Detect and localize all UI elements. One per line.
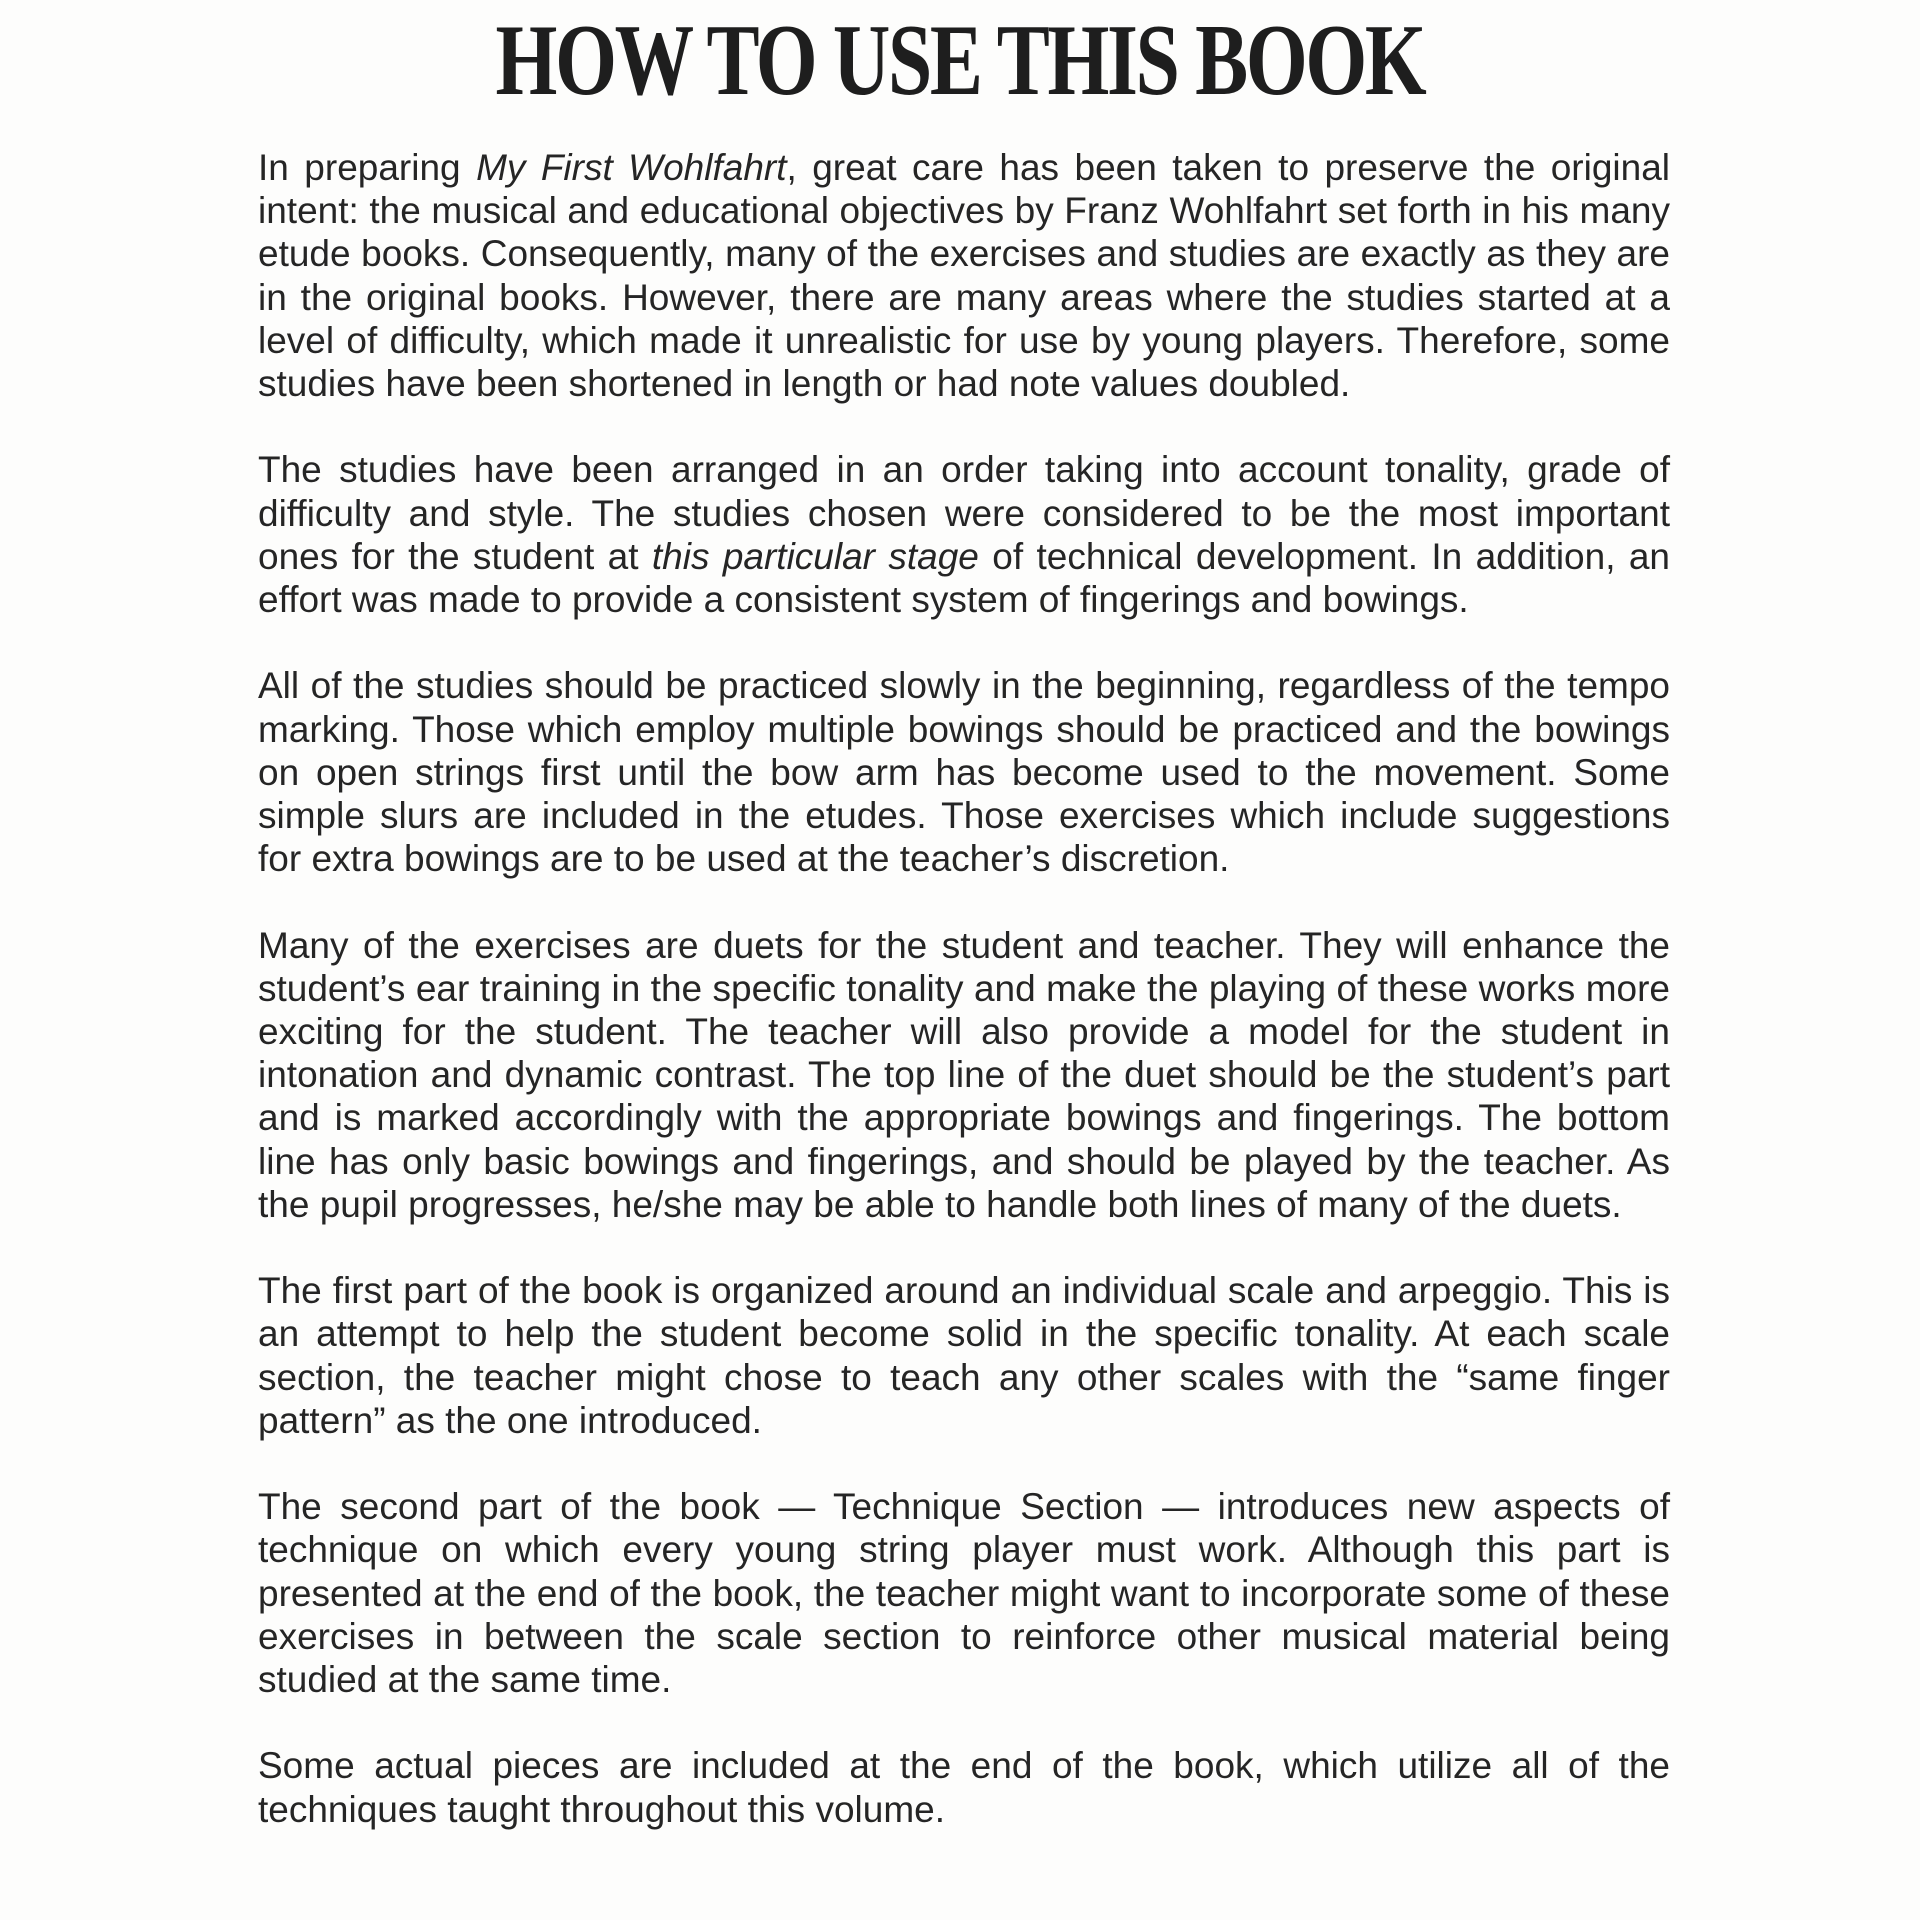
paragraph-practice	[258, 664, 1670, 880]
paragraph-second-part	[258, 1485, 1670, 1701]
paragraph-intro	[258, 146, 1670, 405]
text-run: The second part of the book — Technique Section — introduces new aspects of technique on which every young string player must work. Although this part is presented at the end of the book, the teacher might want to incorporate some of these exercises in between the scale section to reinforce other musical material being studied at the same time.	[258, 1486, 1670, 1701]
text-run: In preparing	[258, 147, 477, 188]
body-text	[258, 146, 1670, 1831]
text-run: , great care has been taken to preserve the original intent: the musical and educational objectives by Franz Wohlfahrt set forth in his many etude books. Consequently, many of the exercises and studies are exactly as they are in the original books. However, there are many areas where the studies started at a level of difficulty, which made it unrealistic for use by young players. Therefore, some studies have been shortened in length or had note values doubled.	[258, 147, 1671, 405]
text-run: The studies have been arranged in an order taking into account tonality, grade of difficulty and style. The studies chosen were considered to be the most important ones for the student at	[258, 449, 1670, 577]
text-run: Some actual pieces are included at the end of the book, which utilize all of the techniques taught throughout this volume.	[258, 1745, 1670, 1830]
text-run: Many of the exercises are duets for the student and teacher. They will enhance the student’s ear training in the specific tonality and make the playing of these works more exciting for the student. The teacher will also provide a model for the student in intonation and dynamic contrast. The top line of the duet should be the student’s part and is marked accordingly with the appropriate bowings and fingerings. The bottom line has only basic bowings and fingerings, and should be played by the teacher. As the pupil progresses, he/she may be able to handle both lines of many of the duets.	[258, 924, 1670, 1225]
paragraph-first-part	[258, 1269, 1670, 1442]
book-title-italic: My First Wohlfahrt	[476, 147, 787, 188]
paragraph-pieces	[258, 1744, 1670, 1830]
emphasis-italic: this particular stage	[651, 535, 979, 577]
text-run: All of the studies should be practiced slowly in the beginning, regardless of the tempo marking. Those which employ multiple bowings should be practiced and the bowings on open strings first until the bow arm has become used to the movement. Some simple slurs are included in the etudes. Those exercises which include suggestions for extra bowings are to be used at the teacher’s discretion.	[258, 665, 1670, 880]
paragraph-arrangement	[258, 448, 1670, 621]
page-title: HOW TO USE THIS BOOK	[495, 4, 1425, 117]
paragraph-duets	[258, 924, 1670, 1226]
text-run: of technical development. In addition, an effort was made to provide a consistent system of fingerings and bowings.	[258, 535, 1670, 621]
text-run: The first part of the book is organized around an individual scale and arpeggio. This is an attempt to help the student become solid in the specific tonality. At each scale section, the teacher might chose to teach any other scales with the “same finger pattern” as the one introduced.	[258, 1270, 1670, 1441]
